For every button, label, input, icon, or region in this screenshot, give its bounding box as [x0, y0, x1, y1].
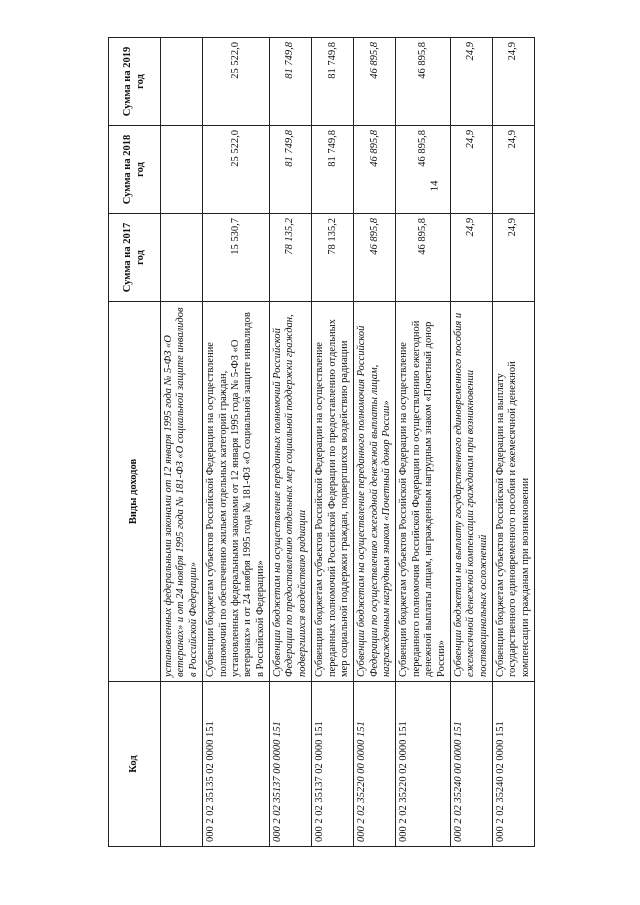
- table-row: [450, 38, 492, 847]
- row-sum-2018: 24,9: [493, 126, 535, 214]
- row-sum-2019: 81 749,8: [312, 38, 354, 126]
- table-row: [312, 38, 354, 847]
- header-sum-2019: Сумма на 2019 год: [109, 38, 161, 126]
- row-name: Субвенции бюджетам субъектов Российской Федерации на осуществление переданного полномочия Российской Федерации по осуществлению ежегодной денежной выплаты лицам, награжденным нагрудным знаком «Почетный донор России»: [396, 302, 451, 682]
- header-name: Виды доходов: [109, 302, 161, 682]
- row-code: 000 2 02 35220 00 0000 151: [354, 682, 396, 847]
- page-number: 14: [428, 180, 441, 192]
- revenue-table-container: [108, 37, 535, 847]
- row-name: Субвенции бюджетам на выплату государственного единовременного пособия и ежемесячной денежной компенсации гражданам при возникновении поствакцинальных осложнений: [450, 302, 492, 682]
- row-sum-2019: 81 749,8: [270, 38, 312, 126]
- table-row: [354, 38, 396, 847]
- row-sum-2017: 78 135,2: [270, 214, 312, 302]
- table-row: [396, 38, 451, 847]
- row-name: Субвенции бюджетам субъектов Российской Федерации на осуществление полномочий по обеспечению жильем отдельных категорий граждан, установленных федеральными законами от 12 января 1995 года № 5-ФЗ «О ветеранах» и от 24 ноября 1995 года № 181-ФЗ «О социальной защите инвалидов в Российской Федерации»: [203, 302, 270, 682]
- row-sum-2017: [161, 214, 203, 302]
- row-code: 000 2 02 35135 02 0000 151: [203, 682, 270, 847]
- row-code: 000 2 02 35137 00 0000 151: [270, 682, 312, 847]
- row-sum-2018: 81 749,8: [312, 126, 354, 214]
- table-header-row: [109, 38, 161, 847]
- row-code: [161, 682, 203, 847]
- row-name: Субвенции бюджетам на осуществление переданного полномочия Российской Федерации по осуществлению ежегодной денежной выплаты лицам, награжденным нагрудным знаком «Почетный донор России»: [354, 302, 396, 682]
- row-name: Субвенции бюджетам субъектов Российской Федерации на выплату государственного единовременного пособия и ежемесячной денежной компенсации гражданам при возникновении: [493, 302, 535, 682]
- row-sum-2018: 46 895,8: [354, 126, 396, 214]
- row-code: 000 2 02 35240 02 0000 151: [493, 682, 535, 847]
- row-code: 000 2 02 35137 02 0000 151: [312, 682, 354, 847]
- row-sum-2017: 78 135,2: [312, 214, 354, 302]
- table-row: [493, 38, 535, 847]
- row-sum-2019: 24,9: [450, 38, 492, 126]
- header-sum-2017: Сумма на 2017 год: [109, 214, 161, 302]
- table-row: [270, 38, 312, 847]
- row-sum-2019: 25 522,0: [203, 38, 270, 126]
- row-sum-2019: [161, 38, 203, 126]
- header-code: Код: [109, 682, 161, 847]
- row-sum-2018: 46 895,8: [396, 126, 451, 214]
- row-sum-2017: 24,9: [450, 214, 492, 302]
- row-sum-2019: 46 895,8: [396, 38, 451, 126]
- row-name: Субвенции бюджетам субъектов Российской Федерации на осуществление переданных полномочий Российской Федерации по предоставлению отдельных мер социальной поддержки граждан, подвергшихся воздействию радиации: [312, 302, 354, 682]
- row-sum-2019: 46 895,8: [354, 38, 396, 126]
- row-sum-2018: 81 749,8: [270, 126, 312, 214]
- table-row: [161, 38, 203, 847]
- row-sum-2017: 24,9: [493, 214, 535, 302]
- header-sum-2018: Сумма на 2018 год: [109, 126, 161, 214]
- row-sum-2017: 15 530,7: [203, 214, 270, 302]
- row-sum-2017: 46 895,8: [354, 214, 396, 302]
- row-name: установленных федеральными законами от 12 января 1995 года № 5-ФЗ «О ветеранах» и от 24 ноября 1995 года № 181-ФЗ «О социальной защите инвалидов в Российской Федерации»: [161, 302, 203, 682]
- row-sum-2019: 24,9: [493, 38, 535, 126]
- row-code: 000 2 02 35240 00 0000 151: [450, 682, 492, 847]
- row-sum-2017: 46 895,8: [396, 214, 451, 302]
- row-name: Субвенции бюджетам на осуществление переданных полномочий Российской Федерации по предоставлению отдельных мер социальной поддержки граждан, подвергшихся воздействию радиации: [270, 302, 312, 682]
- revenue-table: [108, 37, 535, 847]
- table-row: [203, 38, 270, 847]
- row-sum-2018: 24,9: [450, 126, 492, 214]
- row-sum-2018: [161, 126, 203, 214]
- row-code: 000 2 02 35220 02 0000 151: [396, 682, 451, 847]
- row-sum-2018: 25 522,0: [203, 126, 270, 214]
